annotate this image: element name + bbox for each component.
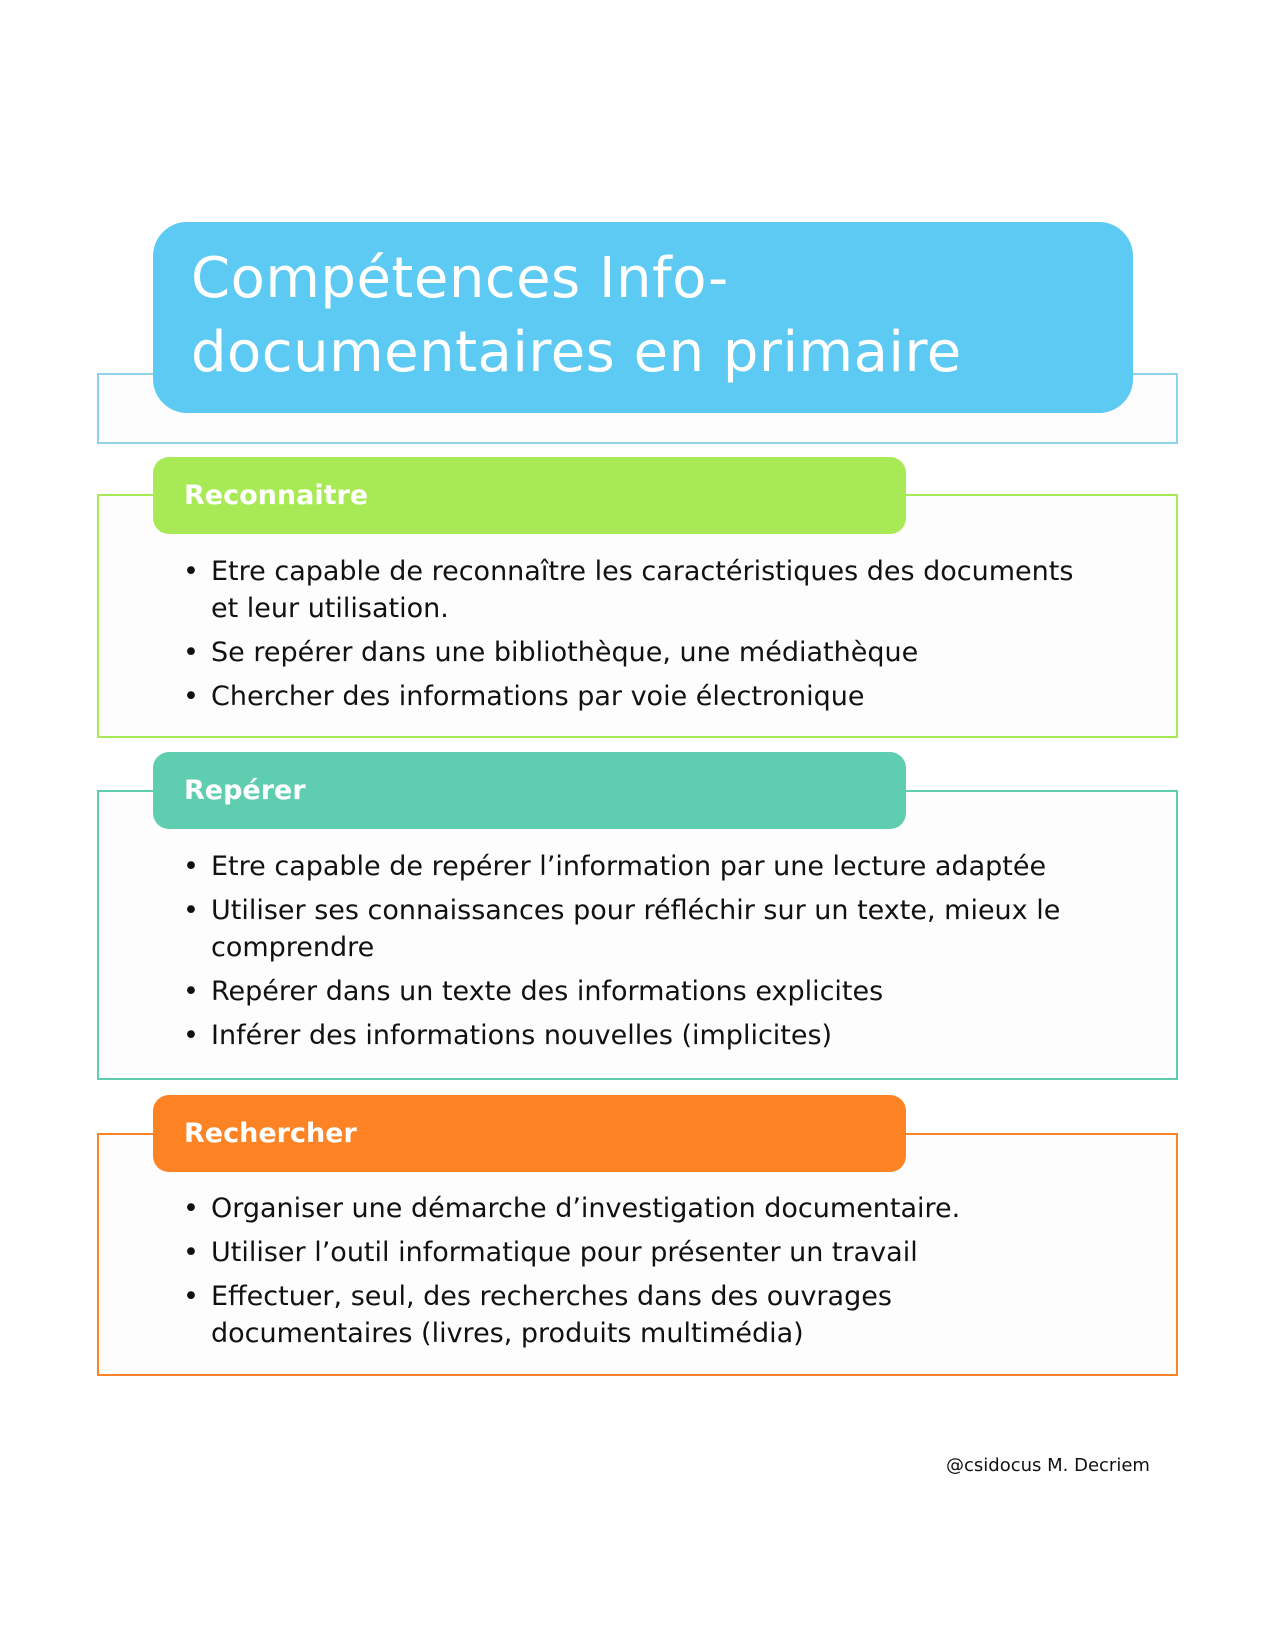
reperer-title: Repérer: [184, 775, 306, 806]
rechercher-title: Rechercher: [184, 1118, 357, 1149]
title-banner: [153, 222, 1133, 413]
list-item: • Inférer des informations nouvelles (implicites): [183, 1017, 1093, 1054]
reperer-header: [153, 752, 906, 829]
list-item: • Organiser une démarche d’investigation documentaire.: [183, 1190, 1093, 1227]
list-item: • Etre capable de reconnaître les caractéristiques des documents et leur utilisation.: [183, 553, 1093, 627]
reconnaitre-list: [183, 553, 1093, 722]
list-item: • Utiliser l’outil informatique pour présenter un travail: [183, 1234, 1093, 1271]
list-item: • Chercher des informations par voie électronique: [183, 678, 1093, 715]
list-item: • Effectuer, seul, des recherches dans des ouvrages documentaires (livres, produits multimédia): [183, 1278, 1093, 1352]
reconnaitre-header: [153, 457, 906, 534]
reconnaitre-title: Reconnaitre: [184, 480, 369, 511]
list-item: • Repérer dans un texte des informations explicites: [183, 973, 1093, 1010]
page-title: Compétences Info-documentaires en primaire: [191, 246, 962, 385]
rechercher-list: [183, 1190, 1093, 1359]
reperer-list: [183, 848, 1093, 1061]
list-item: • Etre capable de repérer l’information par une lecture adaptée: [183, 848, 1093, 885]
list-item: • Utiliser ses connaissances pour réfléchir sur un texte, mieux le comprendre: [183, 892, 1093, 966]
credit-text: @csidocus M. Decriem: [946, 1455, 1150, 1476]
list-item: • Se repérer dans une bibliothèque, une médiathèque: [183, 634, 1093, 671]
rechercher-header: [153, 1095, 906, 1172]
